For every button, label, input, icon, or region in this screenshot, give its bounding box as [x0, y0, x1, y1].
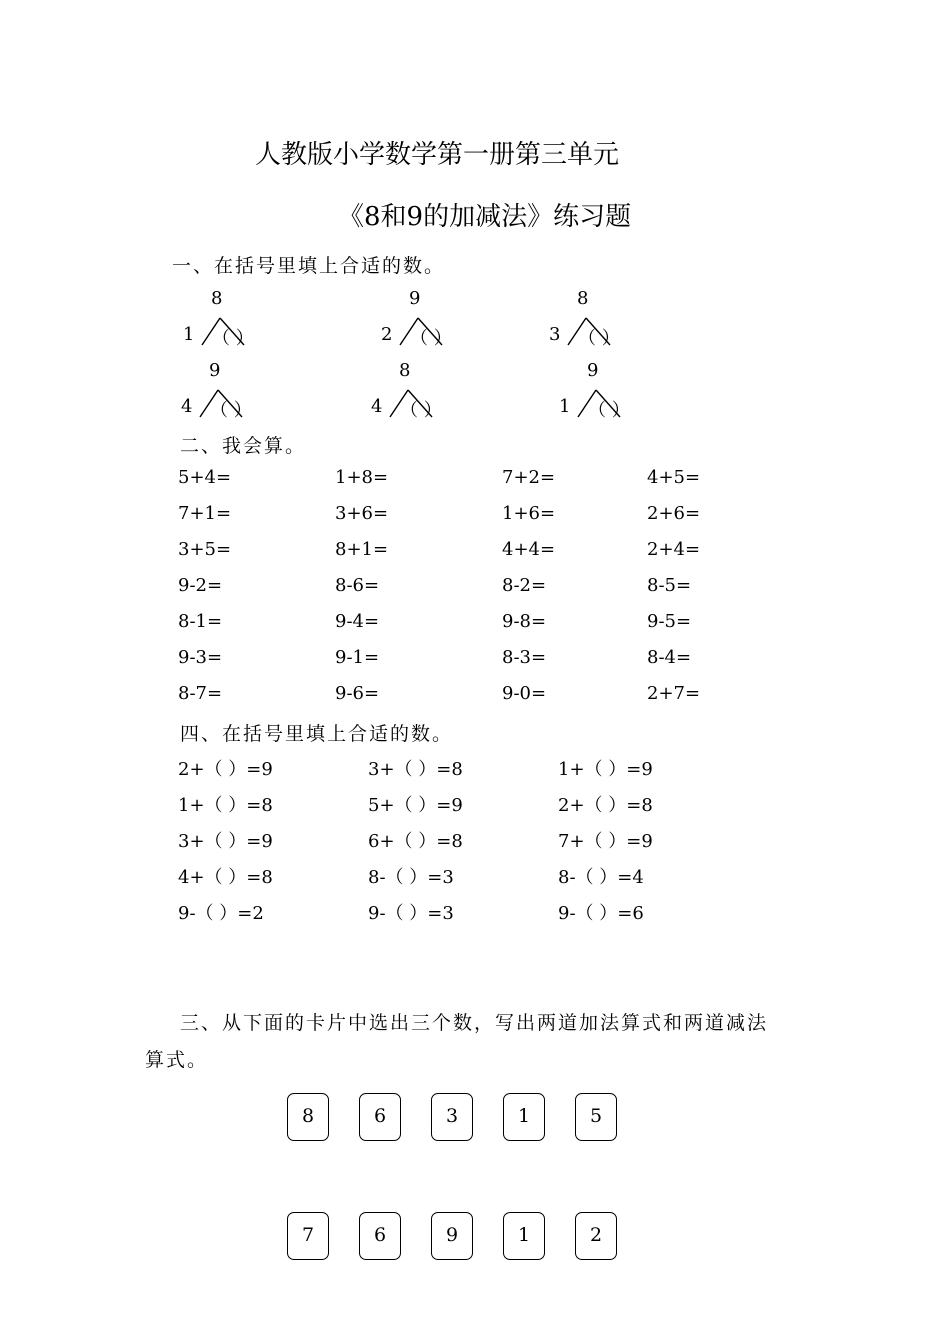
split-part-left: 1 [183, 324, 195, 345]
section-3-heading-cont: 算式。 [145, 1049, 209, 1071]
page-title: 人教版小学数学第一册第三单元 [255, 140, 620, 170]
calc-item[interactable]: 7+2= [502, 467, 556, 488]
fill-blank-item[interactable]: 3+（ ）=8 [368, 759, 463, 780]
number-split [180, 288, 270, 360]
calc-item[interactable]: 5+4= [178, 467, 232, 488]
number-card[interactable]: 9 [431, 1212, 473, 1260]
calc-item[interactable]: 9-5= [647, 611, 692, 632]
calc-item[interactable]: 9-6= [335, 683, 380, 704]
split-part-left: 1 [559, 396, 571, 417]
calc-item[interactable]: 1+6= [502, 503, 556, 524]
fill-blank-item[interactable]: 6+（ ）=8 [368, 831, 463, 852]
page-subtitle: 《8和9的加减法》练习题 [338, 202, 632, 232]
calc-item[interactable]: 7+1= [178, 503, 232, 524]
split-total: 8 [399, 360, 411, 381]
number-card[interactable]: 8 [287, 1093, 329, 1141]
calc-item[interactable]: 9-0= [502, 683, 547, 704]
fill-blank-item[interactable]: 9-（ ）=3 [368, 903, 454, 924]
calc-item[interactable]: 1+8= [335, 467, 389, 488]
split-total: 9 [409, 288, 421, 309]
number-card[interactable]: 6 [359, 1093, 401, 1141]
calc-item[interactable]: 9-2= [178, 575, 223, 596]
number-card[interactable]: 3 [431, 1093, 473, 1141]
split-blank[interactable]: （ ） [400, 400, 442, 421]
number-split [546, 288, 636, 360]
fill-blank-item[interactable]: 9-（ ）=2 [178, 903, 264, 924]
fill-blank-item[interactable]: 2+（ ）=9 [178, 759, 273, 780]
calc-item[interactable]: 8-7= [178, 683, 223, 704]
calc-item[interactable]: 8-5= [647, 575, 692, 596]
section-4-heading: 四、在括号里填上合适的数。 [180, 723, 454, 745]
split-blank[interactable]: （ ） [210, 400, 252, 421]
number-card[interactable]: 2 [575, 1212, 617, 1260]
calc-item[interactable]: 8-2= [502, 575, 547, 596]
calc-item[interactable]: 9-8= [502, 611, 547, 632]
split-part-left: 4 [181, 396, 193, 417]
fill-blank-item[interactable]: 9-（ ）=6 [558, 903, 644, 924]
split-part-left: 2 [381, 324, 393, 345]
section-1-heading: 一、在括号里填上合适的数。 [172, 255, 446, 277]
number-card[interactable]: 1 [503, 1093, 545, 1141]
fill-blank-item[interactable]: 8-（ ）=3 [368, 867, 454, 888]
number-split [556, 360, 646, 432]
number-split [378, 288, 468, 360]
calc-item[interactable]: 8-4= [647, 647, 692, 668]
number-split [178, 360, 268, 432]
calc-item[interactable]: 9-3= [178, 647, 223, 668]
number-card[interactable]: 7 [287, 1212, 329, 1260]
calc-item[interactable]: 3+6= [335, 503, 389, 524]
section-2-heading: 二、我会算。 [180, 435, 307, 457]
calc-item[interactable]: 9-4= [335, 611, 380, 632]
calc-item[interactable]: 8-3= [502, 647, 547, 668]
calc-item[interactable]: 9-1= [335, 647, 380, 668]
split-total: 9 [209, 360, 221, 381]
calc-item[interactable]: 3+5= [178, 539, 232, 560]
calc-item[interactable]: 8-6= [335, 575, 380, 596]
fill-blank-item[interactable]: 1+（ ）=9 [558, 759, 653, 780]
calc-item[interactable]: 8-1= [178, 611, 223, 632]
split-blank[interactable]: （ ） [410, 328, 452, 349]
number-split [368, 360, 458, 432]
split-blank[interactable]: （ ） [588, 400, 630, 421]
calc-item[interactable]: 2+4= [647, 539, 701, 560]
split-part-left: 3 [549, 324, 561, 345]
split-total: 8 [577, 288, 589, 309]
split-total: 8 [211, 288, 223, 309]
split-part-left: 4 [371, 396, 383, 417]
split-blank[interactable]: （ ） [212, 328, 254, 349]
section-3-heading: 三、从下面的卡片中选出三个数，写出两道加法算式和两道减法 [180, 1012, 769, 1034]
calc-item[interactable]: 8+1= [335, 539, 389, 560]
number-card[interactable]: 5 [575, 1093, 617, 1141]
split-total: 9 [587, 360, 599, 381]
fill-blank-item[interactable]: 5+（ ）=9 [368, 795, 463, 816]
fill-blank-item[interactable]: 2+（ ）=8 [558, 795, 653, 816]
fill-blank-item[interactable]: 7+（ ）=9 [558, 831, 653, 852]
calc-item[interactable]: 2+6= [647, 503, 701, 524]
calc-item[interactable]: 4+4= [502, 539, 556, 560]
calc-item[interactable]: 2+7= [647, 683, 701, 704]
fill-blank-item[interactable]: 4+（ ）=8 [178, 867, 273, 888]
number-card[interactable]: 1 [503, 1212, 545, 1260]
fill-blank-item[interactable]: 3+（ ）=9 [178, 831, 273, 852]
fill-blank-item[interactable]: 8-（ ）=4 [558, 867, 644, 888]
fill-blank-item[interactable]: 1+（ ）=8 [178, 795, 273, 816]
calc-item[interactable]: 4+5= [647, 467, 701, 488]
number-card[interactable]: 6 [359, 1212, 401, 1260]
split-blank[interactable]: （ ） [578, 328, 620, 349]
